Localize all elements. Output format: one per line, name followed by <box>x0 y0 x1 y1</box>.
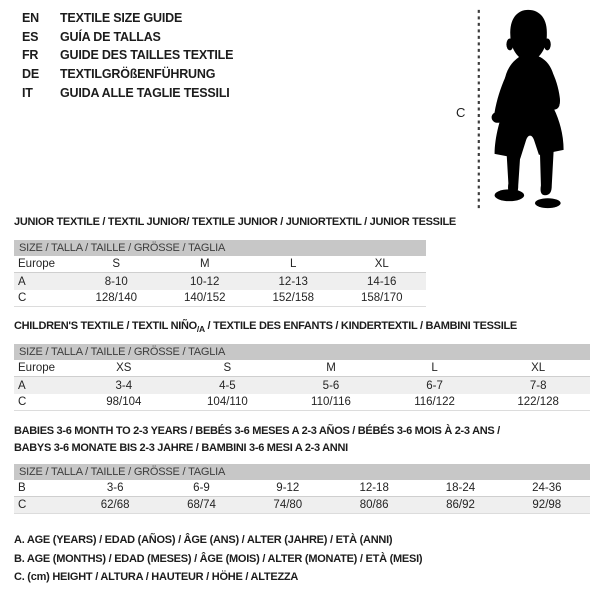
row-value: S <box>112 258 121 270</box>
row-value: 12-13 <box>278 275 308 288</box>
row-value: 80/86 <box>359 499 389 511</box>
table-title-line1: BABIES 3-6 MONTH TO 2-3 YEARS / BEBÉS 3-6 MESES A 2-3 AÑOS / BÉBÉS 3-6 MOIS À 2-3 ANS / <box>14 425 500 437</box>
table-row <box>14 360 590 377</box>
row-value: 14-16 <box>367 275 397 288</box>
row-value: 140/152 <box>183 292 226 304</box>
legend-line-c: C. (cm) HEIGHT / ALTURA / HAUTEUR / HÖHE / ALTEZZA <box>14 571 299 584</box>
row-value: L <box>290 258 297 270</box>
language-label: GUIDE DES TAILLES TEXTILE <box>60 48 234 63</box>
language-code: ES <box>22 29 39 44</box>
table-row <box>14 273 426 290</box>
size-header-bar: SIZE / TALLA / TAILLE / GRÖSSE / TAGLIA <box>14 464 590 480</box>
row-label: Europe <box>18 258 56 270</box>
row-label: A <box>18 275 26 288</box>
row-value: 4-5 <box>219 379 236 392</box>
row-value: XL <box>531 362 546 374</box>
language-label: GUÍA DE TALLAS <box>60 29 161 44</box>
children-size-table <box>14 319 590 411</box>
language-header <box>22 9 233 103</box>
row-label: C <box>18 499 27 511</box>
row-value: 3-4 <box>115 379 133 392</box>
row-value: 12-18 <box>359 482 389 494</box>
table-title-text: / TEXTILE DES ENFANTS / KINDERTEXTIL / BAMBINI TESSILE <box>204 320 517 332</box>
language-row <box>22 46 233 65</box>
row-value: 92/98 <box>532 499 562 511</box>
row-value: 104/110 <box>207 396 248 408</box>
row-value: 6-9 <box>193 482 210 494</box>
row-value: 116/122 <box>414 396 455 408</box>
table-row <box>14 256 426 273</box>
language-code: FR <box>22 48 39 63</box>
row-value: 152/158 <box>272 292 315 304</box>
row-value: 3-6 <box>106 482 124 494</box>
table-title <box>14 423 590 457</box>
table-row <box>14 480 590 497</box>
row-label: Europe <box>18 362 56 374</box>
row-value: 9-12 <box>276 482 300 494</box>
legend-line-a: A. AGE (YEARS) / EDAD (AÑOS) / ÂGE (ANS) / ALTER (JAHRE) / ETÀ (ANNI) <box>14 534 393 546</box>
table-title-line2: BABYS 3-6 MONATE BIS 2-3 JAHRE / BAMBINI 3-6 MESI A 2-3 ANNI <box>14 442 348 454</box>
language-label: TEXTILGRÖßENFÜHRUNG <box>60 67 216 82</box>
row-value: 5-6 <box>322 379 340 392</box>
row-value: M <box>326 362 336 374</box>
table-title-text: CHILDREN'S TEXTILE / TEXTIL NIÑO <box>14 320 197 332</box>
row-value: 8-10 <box>104 275 128 288</box>
row-label: A <box>18 379 26 392</box>
row-value: 24-36 <box>532 482 562 494</box>
size-header-bar: SIZE / TALLA / TAILLE / GRÖSSE / TAGLIA <box>14 344 590 360</box>
language-row <box>22 84 233 103</box>
row-value: 110/116 <box>311 396 351 408</box>
table-title-subscript: /A <box>196 323 205 334</box>
row-value: L <box>431 362 438 374</box>
language-row <box>22 28 233 47</box>
language-label: GUIDA ALLE TAGLIE TESSILI <box>60 85 230 100</box>
table-row <box>14 290 426 307</box>
row-value: S <box>223 362 232 374</box>
toddler-silhouette-icon <box>492 10 564 208</box>
row-value: 74/80 <box>273 499 303 511</box>
row-value: 10-12 <box>190 275 220 288</box>
row-value: XL <box>374 258 389 270</box>
row-value: 6-7 <box>426 379 443 392</box>
row-value: 158/170 <box>360 292 403 304</box>
legend-line-b: B. AGE (MONTHS) / EDAD (MESES) / ÂGE (MOIS) / ALTER (MONATE) / ETÀ (MESI) <box>14 552 423 565</box>
language-code: DE <box>22 67 39 82</box>
table-row <box>14 377 590 394</box>
row-value: 68/74 <box>187 499 216 511</box>
babies-size-table <box>14 423 590 514</box>
row-value: XS <box>116 362 132 374</box>
table-title: JUNIOR TEXTILE / TEXTIL JUNIOR/ TEXTILE JUNIOR / JUNIORTEXTIL / JUNIOR TESSILE <box>14 216 456 228</box>
table-title <box>14 319 590 333</box>
row-value: 122/128 <box>517 396 559 408</box>
height-c-label: C <box>456 105 466 120</box>
table-row <box>14 497 590 514</box>
row-label: C <box>18 396 27 408</box>
size-header-bar: SIZE / TALLA / TAILLE / GRÖSSE / TAGLIA <box>14 240 426 256</box>
row-value: 86/92 <box>446 499 475 511</box>
row-value: 7-8 <box>529 379 547 392</box>
row-value: 128/140 <box>95 292 138 304</box>
row-label: B <box>18 482 26 494</box>
row-value: M <box>199 258 210 270</box>
language-row <box>22 65 233 84</box>
row-value: 18-24 <box>445 482 476 494</box>
row-value: 98/104 <box>106 396 142 408</box>
row-value: 62/68 <box>100 499 130 511</box>
row-label: C <box>18 292 27 304</box>
language-row <box>22 9 233 28</box>
toddler-silhouette-figure <box>470 2 600 214</box>
table-row <box>14 394 590 411</box>
language-code: EN <box>22 11 39 25</box>
measure-legend <box>14 531 422 587</box>
junior-size-table <box>14 215 456 307</box>
language-code: IT <box>22 85 33 100</box>
language-label: TEXTILE SIZE GUIDE <box>60 11 183 25</box>
